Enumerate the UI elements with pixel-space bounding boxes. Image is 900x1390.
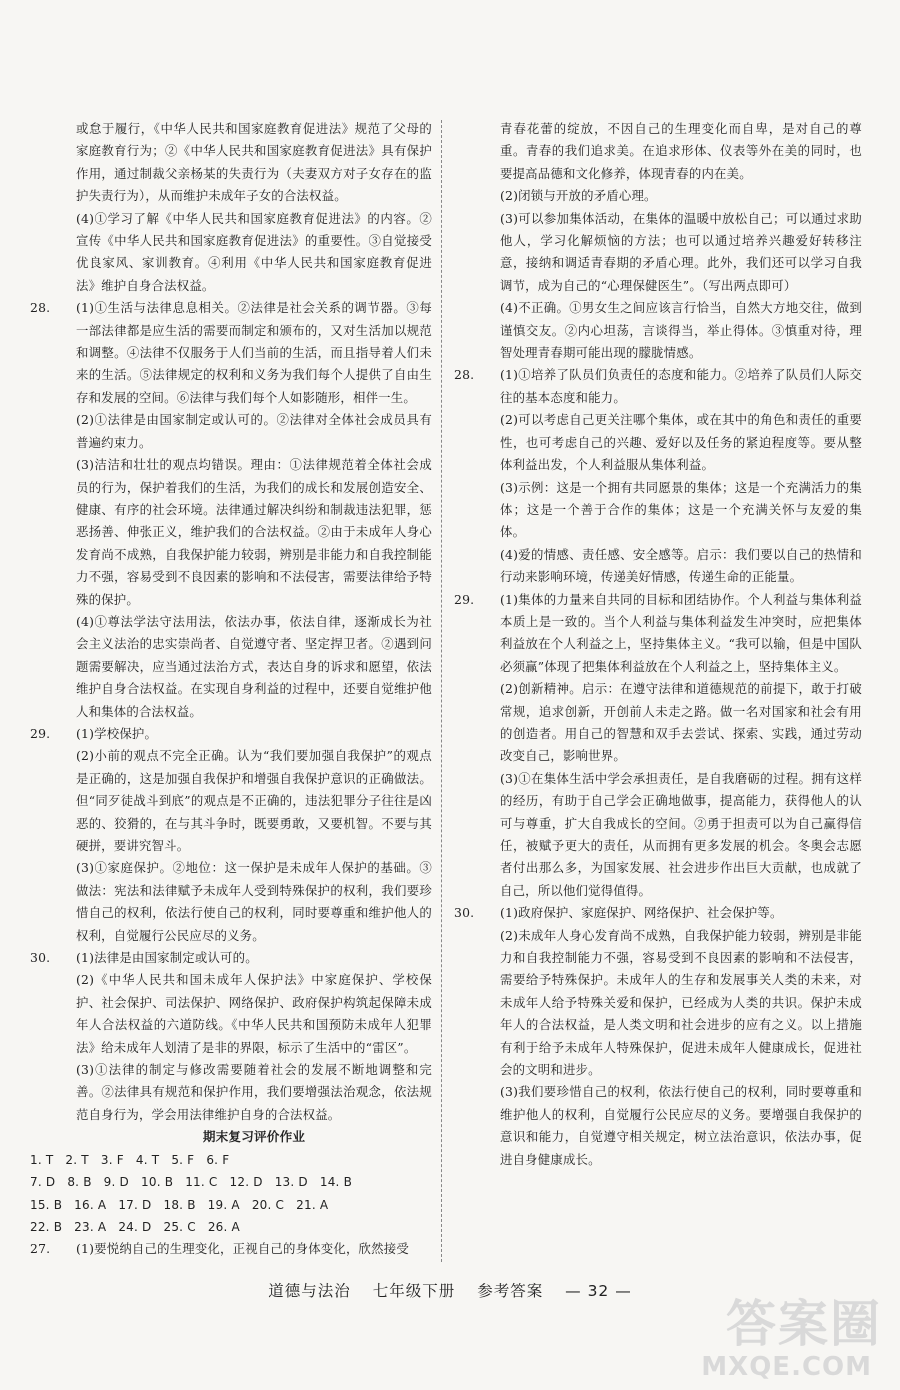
footer-subject: 道德与法治: [268, 1282, 351, 1300]
left-column: [30, 118, 432, 1261]
paragraph: (1)政府保护、家庭保护、网络保护、社会保护等。: [500, 905, 783, 921]
paragraph: (1)集体的力量来自共同的目标和团结协作。个人利益与集体利益本质上是一致的。当个人利益与集体利益发生冲突时，应把集体利益放在个人利益之上，坚持集体主义。“我可以输，但是中国队必须赢”体现了把集体利益放在个人利益之上，坚持集体主义。: [500, 591, 862, 674]
paragraph: (1)要悦纳自己的生理变化，正视自己的身体变化，欣然接受: [76, 1241, 409, 1257]
question-number: 30.: [30, 950, 51, 966]
watermark-url: MXQE.COM: [701, 1352, 872, 1382]
paragraph: (2)未成年人身心发育尚不成熟，自我保护能力较弱，辨别是非能力和自我控制能力不强，容易受到不良因素的影响和不法侵害，需要给予特殊保护。未成年人的生存和发展事关人类的未来，对未成年人给予特殊关爱和保护，已经成为人类的共识。保护未成年人的合法权益，是人类文明和社会进步的应有之义。以上措施有利于给予未成年人特殊保护，促进未成年人健康成长，促进社会的文明和进步。: [500, 927, 862, 1078]
answer-row: 1. T 2. T 3. F 4. T 5. F 6. F: [30, 1152, 230, 1167]
paragraph: (1)法律是由国家制定或认可的。: [76, 950, 258, 966]
paragraph: 青春花蕾的绽放，不因自己的生理变化而自卑，是对自己的尊重。青春的我们追求美。在追求形体、仪表等外在美的同时，也要提高品德和文化修养，体现青春的内在美。: [500, 121, 862, 181]
right-continuation: [454, 118, 862, 364]
section-title: 期末复习评价作业: [202, 1129, 306, 1145]
paragraph: 或怠于履行，《中华人民共和国家庭教育促进法》规范了父母的家庭教育行为；②《中华人民共和国家庭教育促进法》具有保护作用，通过制裁父亲杨某的失责行为（夫妻双方对子女存在的监护失责行为），从而维护未成年子女的合法权益。: [76, 121, 432, 204]
paragraph: (1)①培养了队员们负责任的态度和能力。②培养了队员们人际交往的基本态度和能力。: [500, 367, 862, 405]
left-continuation: [30, 118, 432, 297]
paragraph: (3)示例：这是一个拥有共同愿景的集体；这是一个充满活力的集体；这是一个善于合作的集体；这是一个充满关怀与友爱的集体。: [500, 479, 862, 540]
question-number: 29.: [30, 725, 51, 741]
answer-row: 15. B 16. A 17. D 18. B 19. A 20. C 21. A: [30, 1197, 329, 1212]
paragraph: (1)①生活与法律息息相关。②法律是社会关系的调节器。③每一部法律都是应生活的需要而制定和颁布的，又对生活加以规范和调整。④法律不仅服务于人们当前的生活，而且指导着人们未来的生活。⑤法律规定的权利和义务为我们每个人提供了自由生存和发展的空间。⑥法律与我们每个人如影随形，相伴一生。: [76, 300, 432, 405]
page-number: — 32 —: [565, 1282, 632, 1300]
question-30: [30, 947, 432, 1126]
paragraph: (4)爱的情感、责任感、安全感等。启示：我们要以自己的热情和行动来影响环境，传递美好情感，传递生命的正能量。: [500, 546, 862, 585]
paragraph: (4)不正确。①男女生之间应该言行恰当，自然大方地交往，做到谨慎交友。②内心坦荡，言谈得当，举止得体。③慎重对待，理智处理青春期可能出现的朦胧情感。: [500, 300, 862, 361]
paragraph: (2)①法律是由国家制定或认可的。②法律对全体社会成员具有普遍约束力。: [76, 412, 432, 450]
paragraph: (2)闭锁与开放的矛盾心理。: [500, 188, 657, 204]
question-number: 29.: [454, 591, 475, 607]
paragraph: (4)①学习了解《中华人民共和国家庭教育促进法》的内容。②宣传《中华人民共和国家庭教育促进法》的重要性。③自觉接受优良家风、家训教育。④利用《中华人民共和国家庭教育促进法》维护自身合法权益。: [76, 210, 432, 293]
answer-row: 22. B 23. A 24. D 25. C 26. A: [30, 1219, 240, 1234]
paragraph: (2)创新精神。启示：在遵守法律和道德规范的前提下，敢于打破常规，追求创新，开创前人未走之路。做一名对国家和社会有用的创造者。用自己的智慧和双手去尝试、探索、实践，通过劳动改变自己，影响世界。: [500, 681, 862, 764]
paragraph: (2)小前的观点不完全正确。认为“我们要加强自我保护”的观点是正确的，这是加强自我保护和增强自我保护意识的正确做法。但“同歹徒战斗到底”的观点是不正确的，违法犯罪分子往往是凶恶的、狡猾的，在与其斗争时，既要勇敢，又要机智。不要与其硬拼，要讲究智斗。: [76, 748, 432, 853]
paragraph: (3)我们要珍惜自己的权利，依法行使自己的权利，同时要尊重和维护他人的权利，自觉履行公民应尽的义务。要增强自我保护的意识和能力，自觉遵守相关规定，树立法治意识，依法办事，促进自身健康成长。: [500, 1084, 862, 1167]
column-divider: [441, 120, 442, 1262]
question-29: [454, 589, 862, 903]
multiple-choice-answers: [30, 1149, 432, 1239]
question-number: 27.: [30, 1241, 51, 1257]
paragraph: (3)①在集体生活中学会承担责任，是自我磨砺的过程。拥有这样的经历，有助于自己学会正确地做事，提高能力，获得他人的认可与尊重，扩大自我成长的空间。②勇于担责可以为自己赢得信任，被赋予更大的责任，从而拥有更多发展的机会。冬奥会志愿者付出那么多，为国家发展、社会进步作出巨大贡献，也成就了自己，所以他们觉得值得。: [500, 770, 862, 898]
paragraph: (3)①法律的制定与修改需要随着社会的发展不断地调整和完善。②法律具有规范和保护作用，我们要增强法治观念，依法规范自身行为，学会用法律维护自身的合法权益。: [76, 1062, 432, 1122]
footer-grade: 七年级下册: [372, 1282, 456, 1300]
footer-label: 参考答案: [477, 1282, 544, 1300]
question-28: [30, 297, 432, 723]
paragraph: (3)①家庭保护。②地位：这一保护是未成年人保护的基础。③做法：宪法和法律赋予未成年人受到特殊保护的权利，我们要珍惜自己的权利，依法行使自己的权利，同时要尊重和维护他人的权利，自觉履行公民应尽的义务。: [76, 860, 432, 943]
paragraph: (4)①尊法学法守法用法，依法办事，依法自律，逐渐成长为社会主义法治的忠实崇尚者、自觉遵守者、坚定捍卫者。②遇到问题需要解决，应当通过法治方式，表达自身的诉求和愿望，依法维护自身合法权益。在实现自身利益的过程中，还要自觉维护他人和集体的合法权益。: [76, 613, 432, 719]
right-column: [454, 118, 862, 1171]
paragraph: (3)洁洁和壮壮的观点均错误。理由：①法律规范着全体社会成员的行为，保护着我们的生活，为我们的成长和发展创造安全、健康、有序的社会环境。法律通过解决纠纷和制裁违法犯罪，惩恶扬善、伸张正义，维护我们的合法权益。②由于未成年人身心发育尚不成熟，自我保护能力较弱，辨别是非能力和自我控制能力不强，容易受到不良因素的影响和不法侵害，需要法律给予特殊的保护。: [76, 457, 432, 607]
question-28: [454, 364, 862, 588]
watermark-logo: [700, 1284, 890, 1384]
paragraph: (1)学校保护。: [76, 725, 158, 741]
question-27: [30, 1238, 432, 1260]
paragraph: (2)《中华人民共和国未成年人保护法》中家庭保护、学校保护、社会保护、司法保护、网络保护、政府保护构筑起保障未成年人合法权益的六道防线。《中华人民共和国预防未成年人犯罪法》给未成年人划清了是非的界限，标示了生活中的“雷区”。: [76, 972, 432, 1055]
watermark-text: 答案圈: [726, 1295, 882, 1353]
answer-row: 7. D 8. B 9. D 10. B 11. C 12. D 13. D 14. B: [30, 1175, 353, 1190]
paragraph: (2)可以考虑自己更关注哪个集体，或在其中的角色和责任的重要性，也可考虑自己的兴趣、爱好以及任务的紧迫程度等。要从整体利益出发，个人利益服从集体利益。: [500, 412, 862, 473]
question-number: 28.: [30, 300, 51, 316]
question-number: 28.: [454, 367, 475, 383]
question-29: [30, 723, 432, 947]
question-30: [454, 902, 862, 1171]
paragraph: (3)可以参加集体活动，在集体的温暖中放松自己；可以通过求助他人，学习化解烦恼的方法；也可以通过培养兴趣爱好转移注意，接纳和调适青春期的矛盾心理。此外，我们还可以学习自我调节，成为自己的“心理保健医生”。（写出两点即可）: [500, 210, 862, 293]
question-number: 30.: [454, 905, 475, 921]
